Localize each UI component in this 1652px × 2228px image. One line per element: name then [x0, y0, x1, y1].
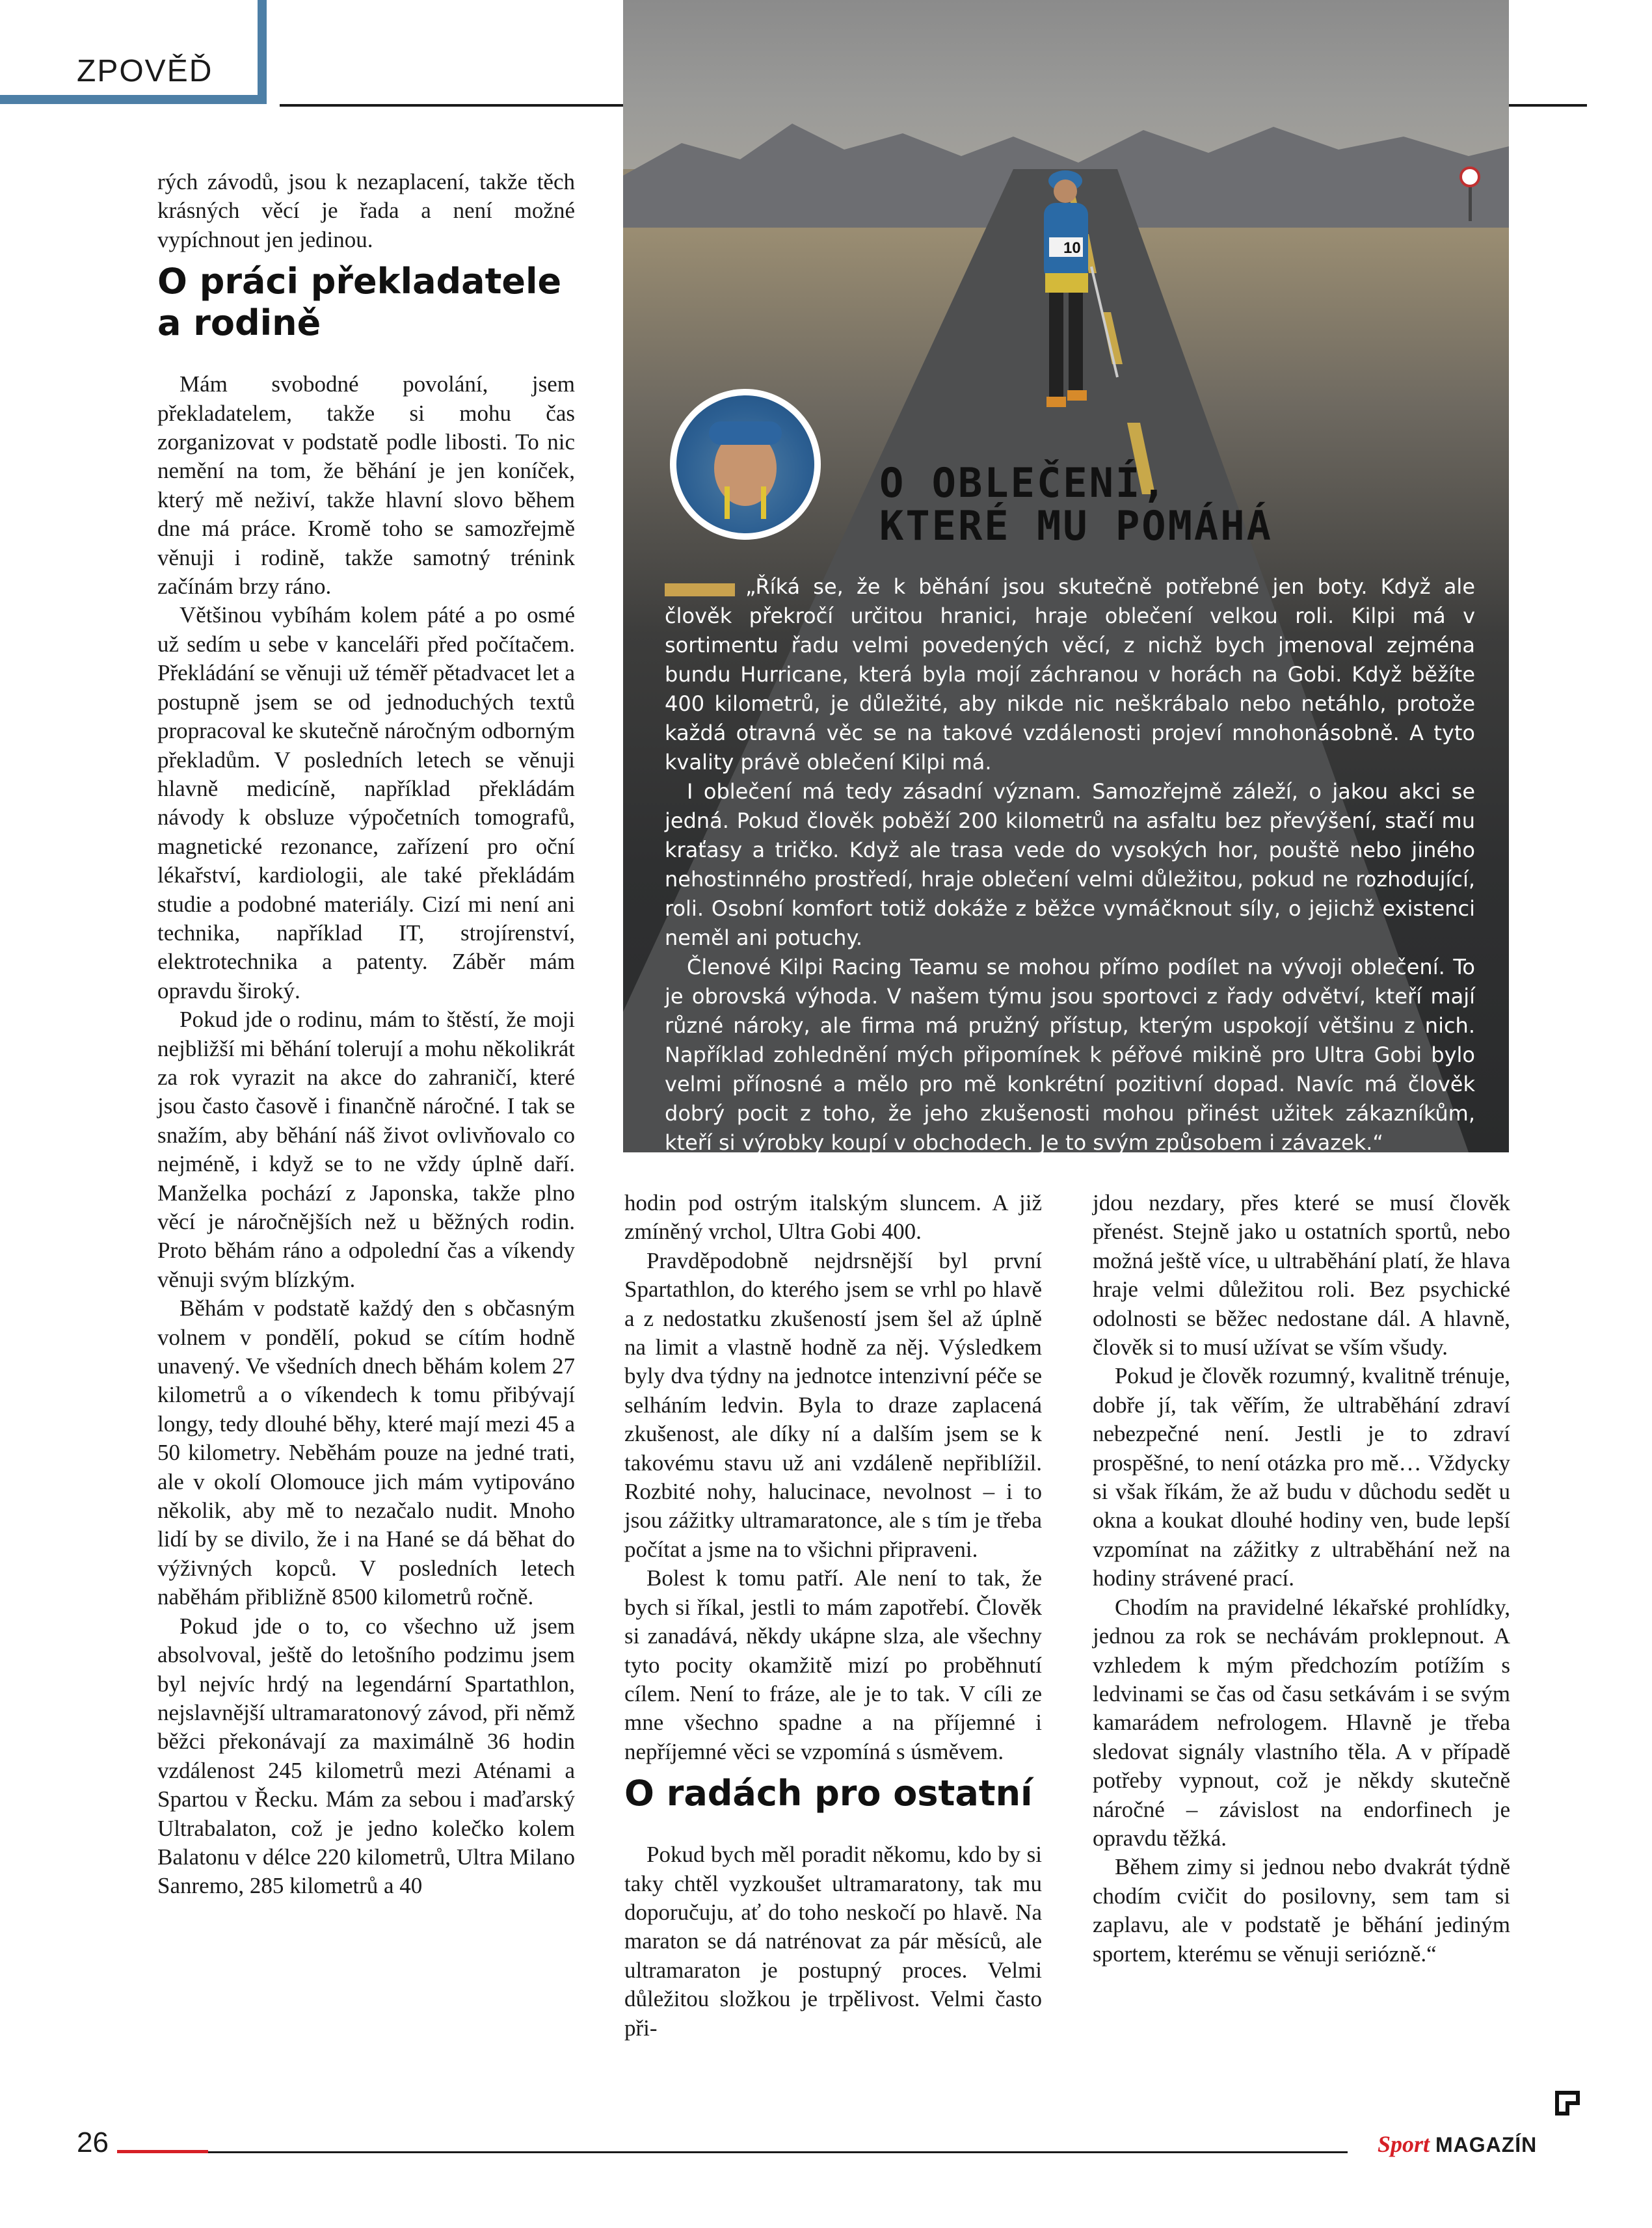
sidebar-quote [665, 572, 1475, 1158]
brand-magazin: MAGAZÍN [1435, 2133, 1538, 2156]
paragraph: Pravděpodobně nejdrsnější byl první Spartathlon, do kterého jsem se vrhl po hlavě a z nedostatku zkušeností jsem šel až úplně na limit a vlastně hodně za něj. Výsledkem byly dva týdny na jednotce intenzivní péče se selháním ledvin. Byla to draze zaplacená zkušenost, ale díky ní a dalším jsem se k takovému stavu už ani vzdáleně nepřiblížil. Rozbité nohy, halucinace, nevolnost – i to jsou zážitky ultramaratonce, ale s tím je třeba počítat a jsme na to všichni připraveni. [624, 1247, 1042, 1562]
box-heading-line1: O OBLEČENÍ, [879, 459, 1168, 507]
column-1 [157, 168, 575, 1901]
end-of-article-icon [1554, 2090, 1580, 2116]
portrait-photo [676, 395, 814, 533]
box-heading-line2: KTERÉ MU POMÁHÁ [879, 502, 1273, 550]
paragraph: Chodím na pravidelné lékařské prohlídky, jednou za rok se nechávám proklepnout. A vzhledem k mým předchozím potížím s ledvinami se čas od času setkávám i se svým kamarádem nefrologem. Hlavně je třeba sledovat signály vlastního těla. A v případě potřeby vypnout, což je někdy skutečně náročné – závislost na endorfinech je opravdu těžká. [1093, 1594, 1510, 1851]
column-2 [624, 1189, 1042, 2043]
bib-number: 10 [1063, 239, 1081, 257]
footer-red-accent [117, 2150, 208, 2153]
paragraph: jdou nezdary, přes které se musí člověk přenést. Stejně jako u ostatních sportů, nebo možná ještě více, u ultraběhání platí, že hlava hraje velmi důležitou roli. Bez psychické odolnosti se běžec nedostane dál. A hlavně, člověk si to musí užívat se vším všudy. [1093, 1190, 1510, 1360]
paragraph: hodin pod ostrým italským sluncem. A již zmíněný vrchol, Ultra Gobi 400. [624, 1190, 1042, 1245]
footer-rule [208, 2151, 1348, 2153]
paragraph: Pokud bych měl poradit někomu, kdo by si taky chtěl vyzkoušet ultramaratony, tak mu doporučuju, ať do toho neskočí po hlavě. Na maraton se dá natrénovat za pár měsíců, ale ultramaraton je postupný proces. Velmi důležitou složkou je trpělivost. Velmi často při- [624, 1842, 1042, 2041]
paragraph: Během zimy si jednou nebo dvakrát týdně chodím cvičit do posilovny, sem tam si zaplavu, ale v podstatě je běhání jediným sportem, kterému se věnuji seriózně.“ [1093, 1854, 1510, 1967]
runner-figure [1004, 163, 1121, 455]
section-label: ZPOVĚĎ [77, 54, 213, 88]
column-3 [1093, 1189, 1510, 1969]
sidebar-paragraph: „Říká se, že k běhání jsou skutečně potřebné jen boty. Když ale člověk překročí určitou hranici, hraje oblečení velkou roli. Kilpi má v sortimentu řadu velmi povedených věcí, z nichž bych jmenoval zejména bundu Hurricane, která byla mojí záchranou v horách na Gobi. Když běžíte 400 kilometrů, je důležité, aby nikde nic neškrábalo nebo netáhlo, protože každá otravná věc se na takové vzdálenosti projeví mnohonásobně. A tyto kvality právě oblečení Kilpi má. [665, 574, 1475, 775]
portrait-face [676, 395, 814, 533]
box-heading [879, 459, 1273, 550]
paragraph: Běhám v podstatě každý den s občasným volnem v pondělí, pokud se cítím hodně unavený. Ve všedních dnech běhám kolem 27 kilometrů a o víkendech k tomu přibývají longy, tedy dlouhé běhy, které mají mezi 45 a 50 kilometry. Neběhám pouze na jedné trati, ale v okolí Olomouce jich mám vytipováno několik, aby mě to nezačalo nudit. Mnoho lidí by se divilo, že i na Hané se dá běhat do výživných kopců. V posledních letech naběhám přibližně 8500 kilometrů ročně. [157, 1295, 575, 1610]
sidebar-paragraph: Členové Kilpi Racing Teamu se mohou přímo podílet na vývoji oblečení. To je obrovská výhoda. V našem týmu jsou sportovci z řady odvětví, kteří mají různé nároky, ale firma má pružný přístup, kterým uspokojí většinu z nich. Například zohlednění mých připomínek k péřové mikině pro Ultra Gobi bylo velmi přínosné a mělo pro mě konkrétní pozitivní dopad. Navíc má člověk dobrý pocit z toho, že jeho zkušenosti mohou přinést užitek zákazníkům, kteří si výrobky koupí v obchodech. Je to svým způsobem i závazek.“ [665, 955, 1475, 1155]
brand-logo [1378, 2130, 1537, 2158]
paragraph: Mám svobodné povolání, jsem překladatelem, takže si mohu čas zorganizovat v podstatě podle libosti. To nic nemění na tom, že běhání je jen koníček, který mě neživí, takže hlavní slovo během dne má práce. Kromě toho se samozřejmě věnuji i rodině, takže samotný trénink začínám brzy ráno. [157, 371, 575, 600]
brand-sport: Sport [1378, 2131, 1430, 2157]
page-number: 26 [77, 2127, 109, 2158]
heading-advice: O radách pro ostatní [624, 1773, 1033, 1814]
paragraph: Většinou vybíhám kolem páté a po osmé už sedím u sebe v kanceláři před počítačem. Překládání se věnuji už téměř pětadvacet let a postupně jsem se od jednoduchých textů propracoval ke skutečně náročným odborným překladům. V posledních letech se věnuji hlavně medicíně, například překládám návody k obsluze výpočetních tomografů, magnetické rezonance, zařízení pro oční lékařství, kardiologii, ale také překládám studie a podobné materiály. Cizí mi není ani technika, například IT, strojírenství, elektrotechnika a patenty. Záběr mám opravdu široký. [157, 602, 575, 1003]
sidebar-paragraph: I oblečení má tedy zásadní význam. Samozřejmě záleží, o jakou akci se jedná. Pokud člověk poběží 200 kilometrů na asfaltu bez převýšení, stačí mu kraťasy a tričko. Když ale trasa vede do vysokých hor, pouště nebo jiného nehostinného prostředí, hraje oblečení velmi důležitou, pokud ne rozhodující, roli. Osobní komfort totiž dokáže z běžce vymáčknout síly, o jejichž existenci neměl ani potuchy. [665, 779, 1475, 950]
paragraph: Pokud jde o to, co všechno už jsem absolvoval, ještě do letošního podzimu jsem byl nejvíc hrdý na legendární Spartathlon, nejslavnější ultramaratonový závod, při němž běžci překonávají za maximálně 36 hodin vzdálenost 245 kilometrů mezi Aténami a Spartou v Řecku. Mám za sebou i maďarský Ultrabalaton, což je jedno kolečko kolem Balatonu v délce 220 kilometrů, Ultra Milano Sanremo, 285 kilometrů a 40 [157, 1613, 575, 1899]
paragraph: Pokud je člověk rozumný, kvalitně trénuje, dobře jí, tak věřím, že ultraběhání zdraví nebezpečné není. Jestli je to zdraví prospěšné, to není otázka pro mě… Vždycky si však říkám, že až budu v důchodu sedět u okna a koukat dlouhé hodiny ven, bude lepší vzpomínat na zážitky z ultraběhání než na hodiny strávené prací. [1093, 1363, 1510, 1591]
paragraph: Pokud jde o rodinu, mám to štěstí, že moji nejbližší mi běhání tolerují a mohu několikrát za rok vyrazit na akce do zahraničí, které jsou často časově i finančně náročné. I tak se snažím, aby běhání náš život ovlivňovalo co nejméně, i když se to ne vždy úplně daří. Manželka pochází z Japonska, takže plno věcí je náročnějších než u běžných rodin. Proto běhám ráno a odpolední čas a víkendy věnuji svým blízkým. [157, 1007, 575, 1292]
paragraph: Bolest k tomu patří. Ale není to tak, že bych si říkal, jestli to mám zapotřebí. Člověk si zanadává, někdy ukápne slza, ale všechny tyto pocity okamžitě mizí po proběhnutí cílem. Není to fráze, ale je to tak. V cíli ze mne všechno spadne a na příjemné i nepříjemné věci se vzpomíná s úsměvem. [624, 1565, 1042, 1764]
heading-translator-family: O práci překladatele a rodině [157, 261, 562, 344]
paragraph: rých závodů, jsou k nezaplacení, takže těch krásných věcí je řada a není možné vypíchnout jen jedinou. [157, 169, 575, 252]
